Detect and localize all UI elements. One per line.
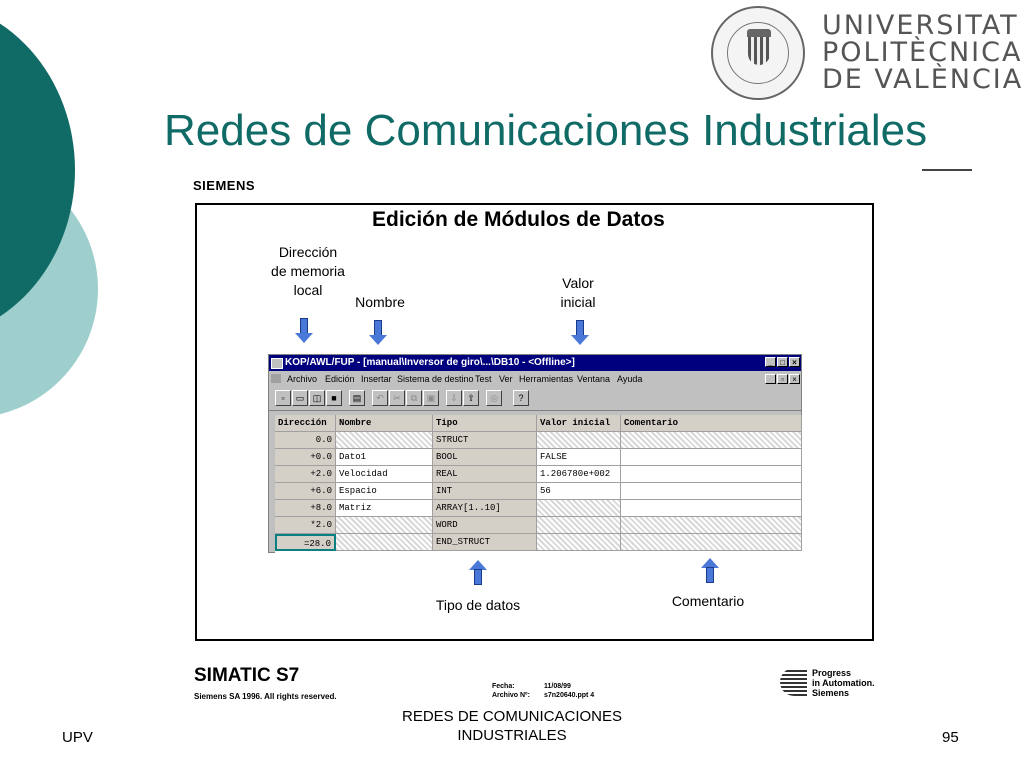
cell-direccion[interactable]: +2.0 <box>275 466 336 483</box>
university-name-line1: UNIVERSITAT <box>822 10 1019 41</box>
callout-comentario: Comentario <box>671 593 745 609</box>
column-header-tipo[interactable]: Tipo <box>433 415 537 432</box>
slide-title: Redes de Comunicaciones Industriales <box>164 106 928 155</box>
child-close-icon[interactable]: × <box>789 374 800 384</box>
seal-shield-icon <box>748 37 770 65</box>
footer-course <box>372 707 652 745</box>
pia-line1: Progress <box>812 668 852 678</box>
university-name-line3: DE VALÈNCIA <box>822 64 1024 95</box>
menu-ver[interactable]: Ver <box>499 374 513 384</box>
footer-upv: UPV <box>62 729 93 746</box>
arrow-up-icon <box>703 558 717 584</box>
cell-nombre[interactable] <box>336 517 433 534</box>
university-name-line2: POLITÈCNICA <box>822 37 1023 68</box>
footer-course-line1: REDES DE COMUNICACIONES <box>401 708 623 725</box>
app-icon <box>271 358 283 369</box>
cell-tipo[interactable]: INT <box>433 483 537 500</box>
progress-in-automation <box>812 668 875 698</box>
arrow-down-icon <box>573 320 587 346</box>
menu-insertar[interactable]: Insertar <box>361 374 392 384</box>
cell-direccion[interactable]: +6.0 <box>275 483 336 500</box>
callout-valor <box>548 274 608 312</box>
page-number: 95 <box>942 729 959 746</box>
cell-nombre[interactable]: Dato1 <box>336 449 433 466</box>
cell-nombre[interactable] <box>336 432 433 449</box>
cell-nombre[interactable]: Espacio <box>336 483 433 500</box>
cell-comentario[interactable] <box>621 466 802 483</box>
minimize-icon[interactable]: _ <box>765 357 776 367</box>
university-seal-logo <box>711 6 805 100</box>
cell-nombre[interactable]: Velocidad <box>336 466 433 483</box>
callout-direccion <box>258 243 358 300</box>
column-header-valor-inicial[interactable]: Valor inicial <box>537 415 621 432</box>
cell-valor-inicial[interactable] <box>537 432 621 449</box>
cell-tipo[interactable]: BOOL <box>433 449 537 466</box>
data-block-grid <box>275 415 802 553</box>
cell-comentario[interactable] <box>621 500 802 517</box>
arrow-up-icon <box>471 560 485 586</box>
cell-valor-inicial[interactable] <box>537 534 621 551</box>
cell-comentario[interactable] <box>621 449 802 466</box>
cell-direccion[interactable]: +0.0 <box>275 449 336 466</box>
footer-course-line2: INDUSTRIALES <box>457 727 567 744</box>
menu-test[interactable]: Test <box>475 374 492 384</box>
callout-direccion-line1: Dirección <box>278 244 338 260</box>
toolbar <box>269 388 801 408</box>
callout-valor-line1: Valor <box>562 275 594 291</box>
cell-direccion[interactable]: 0.0 <box>275 432 336 449</box>
cell-tipo[interactable]: REAL <box>433 466 537 483</box>
callout-direccion-line2: de memoria <box>271 263 345 279</box>
callout-direccion-line3: local <box>293 282 323 298</box>
cell-direccion[interactable]: *2.0 <box>275 517 336 534</box>
save-icon[interactable]: ■ <box>326 390 342 406</box>
window-titlebar[interactable] <box>269 355 801 371</box>
fecha-value: 11/08/99 <box>544 683 571 690</box>
archivo-label: Archivo Nº: <box>492 692 530 699</box>
simatic-s7-label: SIMATIC S7 <box>194 665 300 686</box>
menu-bar <box>269 371 801 387</box>
cell-valor-inicial[interactable] <box>537 500 621 517</box>
cell-tipo[interactable]: END_STRUCT <box>433 534 537 551</box>
window-title: KOP/AWL/FUP - [manual\Inversor de giro\...\DB10 - <Offline>] <box>285 357 575 368</box>
cell-valor-inicial[interactable] <box>537 517 621 534</box>
column-header-comentario[interactable]: Comentario <box>621 415 802 432</box>
frame-title: Edición de Módulos de Datos <box>372 208 665 231</box>
cell-tipo[interactable]: STRUCT <box>433 432 537 449</box>
copyright-text: Siemens SA 1996. All rights reserved. <box>194 692 337 701</box>
cell-direccion[interactable]: =28.0 <box>275 534 336 551</box>
cell-nombre[interactable] <box>336 534 433 551</box>
menu-ventana[interactable]: Ventana <box>577 374 611 384</box>
fecha-label: Fecha: <box>492 683 515 690</box>
seal-inner-ring <box>727 22 789 84</box>
cell-comentario[interactable] <box>621 483 802 500</box>
new-file-icon[interactable]: ▫ <box>275 390 291 406</box>
cell-comentario[interactable] <box>621 534 802 551</box>
siemens-progress-logo-icon <box>780 668 807 696</box>
maximize-icon[interactable]: □ <box>777 357 788 367</box>
menu-sistema-destino[interactable]: Sistema de destino <box>397 374 474 384</box>
seal-crown-icon <box>747 29 771 37</box>
menu-edicion[interactable]: Edición <box>325 374 355 384</box>
arrow-down-icon <box>371 320 385 346</box>
close-icon[interactable]: × <box>789 357 800 367</box>
cell-comentario[interactable] <box>621 432 802 449</box>
cell-comentario[interactable] <box>621 517 802 534</box>
upload-icon[interactable]: ⇧ <box>463 390 479 406</box>
cell-valor-inicial[interactable]: 1.206780e+002 <box>537 466 621 483</box>
undo-icon[interactable]: ↶ <box>372 390 388 406</box>
cell-tipo[interactable]: WORD <box>433 517 537 534</box>
child-minimize-icon[interactable]: _ <box>765 374 776 384</box>
doc-icon <box>271 374 281 383</box>
network-icon[interactable]: ◫ <box>309 390 325 406</box>
column-header-nombre[interactable]: Nombre <box>336 415 433 432</box>
title-underline <box>922 169 972 171</box>
copy-icon[interactable]: ⧉ <box>406 390 422 406</box>
column-header-direccion[interactable]: Dirección <box>275 415 336 432</box>
archivo-value: s7n20640.ppt 4 <box>544 692 595 699</box>
arrow-down-icon <box>297 318 311 344</box>
cut-icon[interactable]: ✂ <box>389 390 405 406</box>
pia-line3: Siemens <box>812 688 850 698</box>
cell-nombre[interactable]: Matriz <box>336 500 433 517</box>
callout-valor-line2: inicial <box>560 294 596 310</box>
open-folder-icon[interactable]: ▭ <box>292 390 308 406</box>
menu-ayuda[interactable]: Ayuda <box>617 374 643 384</box>
kop-awl-fup-window <box>268 354 802 553</box>
print-icon[interactable]: ▤ <box>349 390 365 406</box>
menu-herramientas[interactable]: Herramientas <box>519 374 574 384</box>
help-icon[interactable]: ? <box>513 390 529 406</box>
cell-valor-inicial[interactable]: 56 <box>537 483 621 500</box>
paste-icon[interactable]: ▣ <box>423 390 439 406</box>
cell-valor-inicial[interactable]: FALSE <box>537 449 621 466</box>
cell-tipo[interactable]: ARRAY[1..10] <box>433 500 537 517</box>
cell-direccion[interactable]: +8.0 <box>275 500 336 517</box>
monitor-icon[interactable]: ◎ <box>486 390 502 406</box>
child-restore-icon[interactable]: ▫ <box>777 374 788 384</box>
menu-archivo[interactable]: Archivo <box>287 374 318 384</box>
download-icon[interactable]: ⇩ <box>446 390 462 406</box>
toolbar-divider <box>269 410 801 411</box>
callout-nombre: Nombre <box>355 294 405 310</box>
pia-line2: in Automation. <box>812 678 875 688</box>
siemens-brand: SIEMENS <box>193 178 256 193</box>
callout-tipo-datos: Tipo de datos <box>435 597 521 613</box>
